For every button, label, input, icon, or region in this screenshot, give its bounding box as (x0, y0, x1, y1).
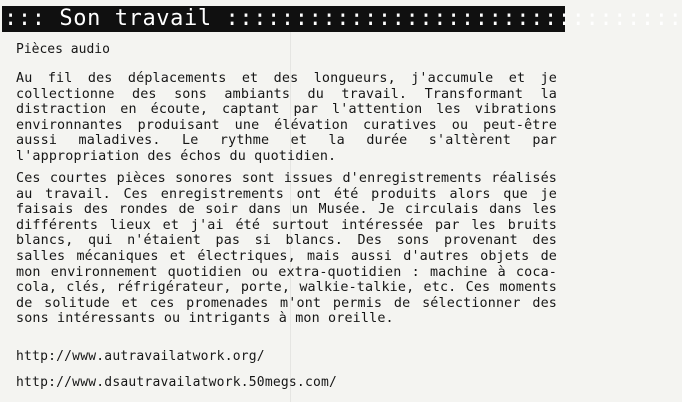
page-title: ::: Son travail ::::::::::::::::::::::::::::::::: (4, 6, 682, 31)
link-dsautravailatwork[interactable]: http://www.dsautravailatwork.50megs.com/ (16, 375, 338, 390)
paragraph-intro: Au fil des déplacements et des longueurs, j'accumule et je collectionne des sons ambiants du travail. Transformant la distraction en écoute, captant par l'attention les vibrations environnantes produisant une élévation curatives ou peut-être aussi maladives. Le rythme et la durée s'altèrent par l'appropriation des échos du quotidien. (16, 71, 557, 164)
link-autravailatwork[interactable]: http://www.autravailatwork.org/ (16, 349, 265, 364)
paragraph-details: Ces courtes pièces sonores sont issues d'enregistrements réalisés au travail. Ces enregistrements ont été produits alors que je faisais des rondes de soir dans un Musée. Je circulais dans les différents lieux et j'ai été surtout intéressée par les bruits blancs, qui n'étaient pas si blancs. Des sons provenant des salles mécaniques et électriques, mais aussi d'autres objets de mon environnement quotidien ou extra-quotidien : machine à coca-cola, clés, réfrigérateur, porte, walkie-talkie, etc. Ces moments de solitude et ces promenades m'ont permis de sélectionner des sons intéressants ou intrigants à mon oreille. (16, 171, 557, 327)
header-bar (2, 6, 682, 32)
paper-fold-line (290, 32, 291, 402)
section-label: Pièces audio (16, 42, 110, 57)
